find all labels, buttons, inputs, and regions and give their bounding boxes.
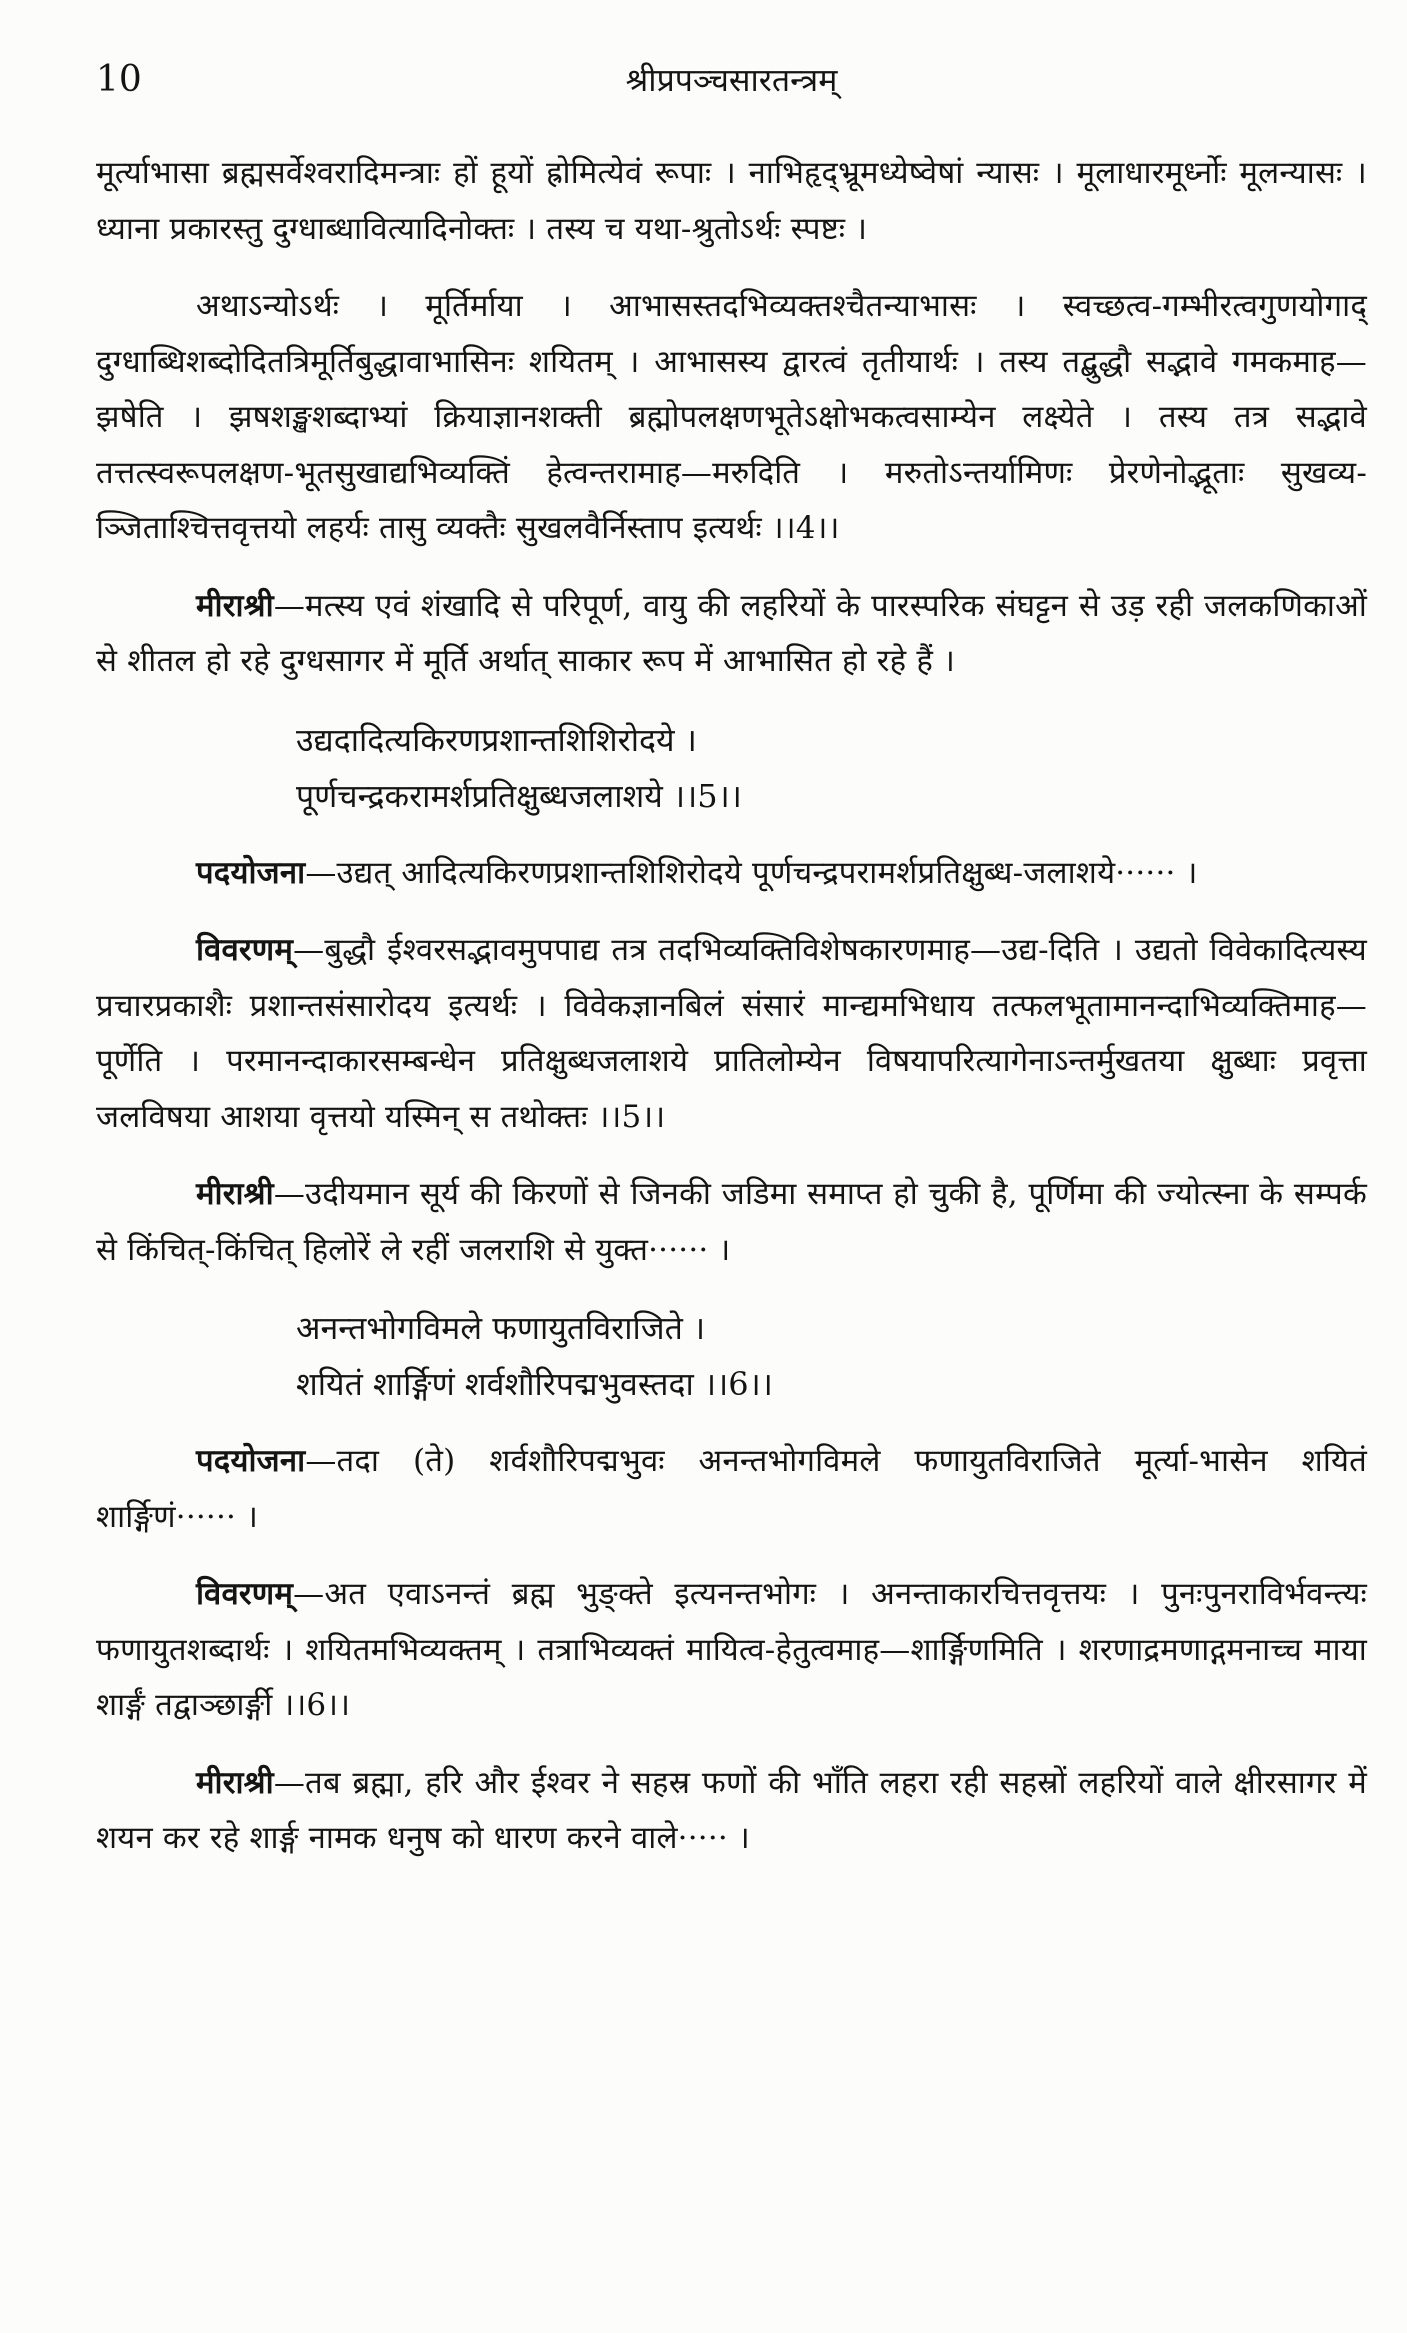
verse-line: शयितं शार्ङ्गिणं शर्वशौरिपद्मभुवस्तदा ।।6।। bbox=[296, 1365, 773, 1403]
vivaranam-paragraph bbox=[96, 923, 1367, 1145]
paragraph-text: अथाऽन्योऽर्थः । मूर्तिर्माया । आभासस्तदभिव्यक्तश्चैतन्याभासः । स्वच्छत्व-गम्भीरत्वगुणयोगाद् दुग्धाब्धिशब्दोदितत्रिमूर्तिबुद्धावाभासिनः शयितम् । आभासस्य द्वारत्वं तृतीयार्थः । तस्य तद्बुद्धौ सद्भावे गमकमाह—झषेति । झषशङ्खशब्दाभ्यां क्रियाज्ञानशक्ती ब्रह्मोपलक्षणभूतेऽक्षोभकत्वसाम्येन लक्ष्येते । तस्य तत्र सद्भावे तत्तत्स्वरूपलक्षण-भूतसुखाद्यभिव्यक्तिं हेत्वन्तरामाह—मरुदिति । मरुतोऽन्तर्यामिणः प्रेरणेनोद्भूताः सुखव्य-ञ्जिताश्चित्तवृत्तयो लहर्यः तासु व्यक्तैः सुखलवैर्निस्ताप इत्यर्थः ।।4।। bbox=[96, 288, 1367, 546]
paragraph-text: —उदीयमान सूर्य की किरणों से जिनकी जडिमा समाप्त हो चुकी है, पूर्णिमा की ज्योत्स्ना के सम्पर्क से किंचित्-किंचित् हिलोरें ले रहीं जलराशि से युक्त······ । bbox=[96, 1176, 1367, 1268]
paragraph-text: —तब ब्रह्मा, हरि और ईश्वर ने सहस्र फणों की भाँति लहरा रही सहस्रों लहरियों वाले क्षीरसागर में शयन कर रहे शार्ङ्ग नामक धनुष को धारण करने वाले····· । bbox=[96, 1764, 1367, 1856]
page-header bbox=[96, 50, 1367, 110]
paragraph-text: —तदा (ते) शर्वशौरिपद्मभुवः अनन्तभोगविमले फणायुतविराजिते मूर्त्या-भासेन शयितं शार्ङ्गिणं······ । bbox=[96, 1443, 1367, 1535]
verse bbox=[296, 712, 1367, 824]
verse-line: उद्यदादित्यकिरणप्रशान्तशिशिरोदये । bbox=[296, 720, 697, 759]
page-number: 10 bbox=[96, 59, 142, 100]
commentary-paragraph bbox=[96, 1167, 1367, 1278]
verse bbox=[296, 1300, 1367, 1412]
paragraph-text: —मत्स्य एवं शंखादि से परिपूर्ण, वायु की लहरियों के पारस्परिक संघट्टन से उड़ रही जलकणिकाओं से शीतल हो रहे दुग्धसागर में मूर्ति अर्थात् साकार रूप में आभासित हो रहे हैं । bbox=[96, 587, 1367, 679]
section-label: पदयोजना bbox=[196, 854, 306, 891]
padayojana-paragraph bbox=[96, 1434, 1367, 1545]
paragraph bbox=[96, 279, 1367, 557]
page-body bbox=[96, 146, 1367, 1867]
commentary-paragraph bbox=[96, 579, 1367, 690]
vivaranam-paragraph bbox=[96, 1567, 1367, 1734]
section-label: विवरणम् bbox=[196, 932, 294, 968]
section-label: विवरणम् bbox=[196, 1576, 294, 1612]
section-label: मीराश्री bbox=[196, 1176, 274, 1212]
verse-line: अनन्तभोगविमले फणायुतविराजिते । bbox=[296, 1309, 706, 1347]
paragraph-text: मूर्त्याभासा ब्रह्मसर्वेश्वरादिमन्त्राः हों हूयों ह्रोमित्येवं रूपाः । नाभिहृद्भ्रूमध्येष्वेषां न्यासः । मूलाधारमूर्ध्नोः मूलन्यासः । ध्याना प्रकारस्तु दुग्धाब्धावित्यादिनोक्तः । तस्य च यथा-श्रुतोऽर्थः स्पष्टः । bbox=[96, 155, 1367, 247]
running-title: श्रीप्रपञ्चसारतन्त्रम् bbox=[625, 61, 838, 99]
verse-line: पूर्णचन्द्रकरामर्शप्रतिक्षुब्धजलाशये ।।5।। bbox=[296, 776, 742, 815]
paragraph-text: —बुद्धौ ईश्वरसद्भावमुपपाद्य तत्र तदभिव्यक्तिविशेषकारणमाह—उद्य-दिति । उद्यतो विवेकादित्यस्य प्रचारप्रकाशैः प्रशान्तसंसारोदय इत्यर्थः । विवेकज्ञानबिलं संसारं मान्द्यमभिधाय तत्फलभूतामानन्दाभिव्यक्तिमाह—पूर्णेति । परमानन्दाकारसम्बन्धेन प्रतिक्षुब्धजलाशये प्रातिलोम्येन विषयापरित्यागेनाऽन्तर्मुखतया क्षुब्धाः प्रवृत्ता जलविषया आशया वृत्तयो यस्मिन् स तथोक्तः ।।5।। bbox=[96, 932, 1367, 1135]
paragraph-text: —अत एवाऽनन्तं ब्रह्म भुङ्क्ते इत्यनन्तभोगः । अनन्ताकारचित्तवृत्तयः । पुनःपुनराविर्भवन्त्यः फणायुतशब्दार्थः । शयितमभिव्यक्तम् । तत्राभिव्यक्तं मायित्व-हेतुत्वमाह—शार्ङ्गिणमिति । शरणाद्रमणाद्गमनाच्च माया शार्ङ्गं तद्वाञ्छार्ङ्गी ।।6।। bbox=[96, 1576, 1367, 1723]
paragraph bbox=[96, 146, 1367, 257]
section-label: पदयोजना bbox=[196, 1443, 306, 1479]
padayojana-paragraph bbox=[96, 846, 1367, 902]
paragraph-text: —उद्यत् आदित्यकिरणप्रशान्तशिशिरोदये पूर्णचन्द्रपरामर्शप्रतिक्षुब्ध-जलाशये······ । bbox=[305, 854, 1198, 891]
section-label: मीराश्री bbox=[196, 1764, 274, 1801]
commentary-paragraph bbox=[96, 1756, 1367, 1867]
section-label: मीराश्री bbox=[196, 587, 274, 624]
